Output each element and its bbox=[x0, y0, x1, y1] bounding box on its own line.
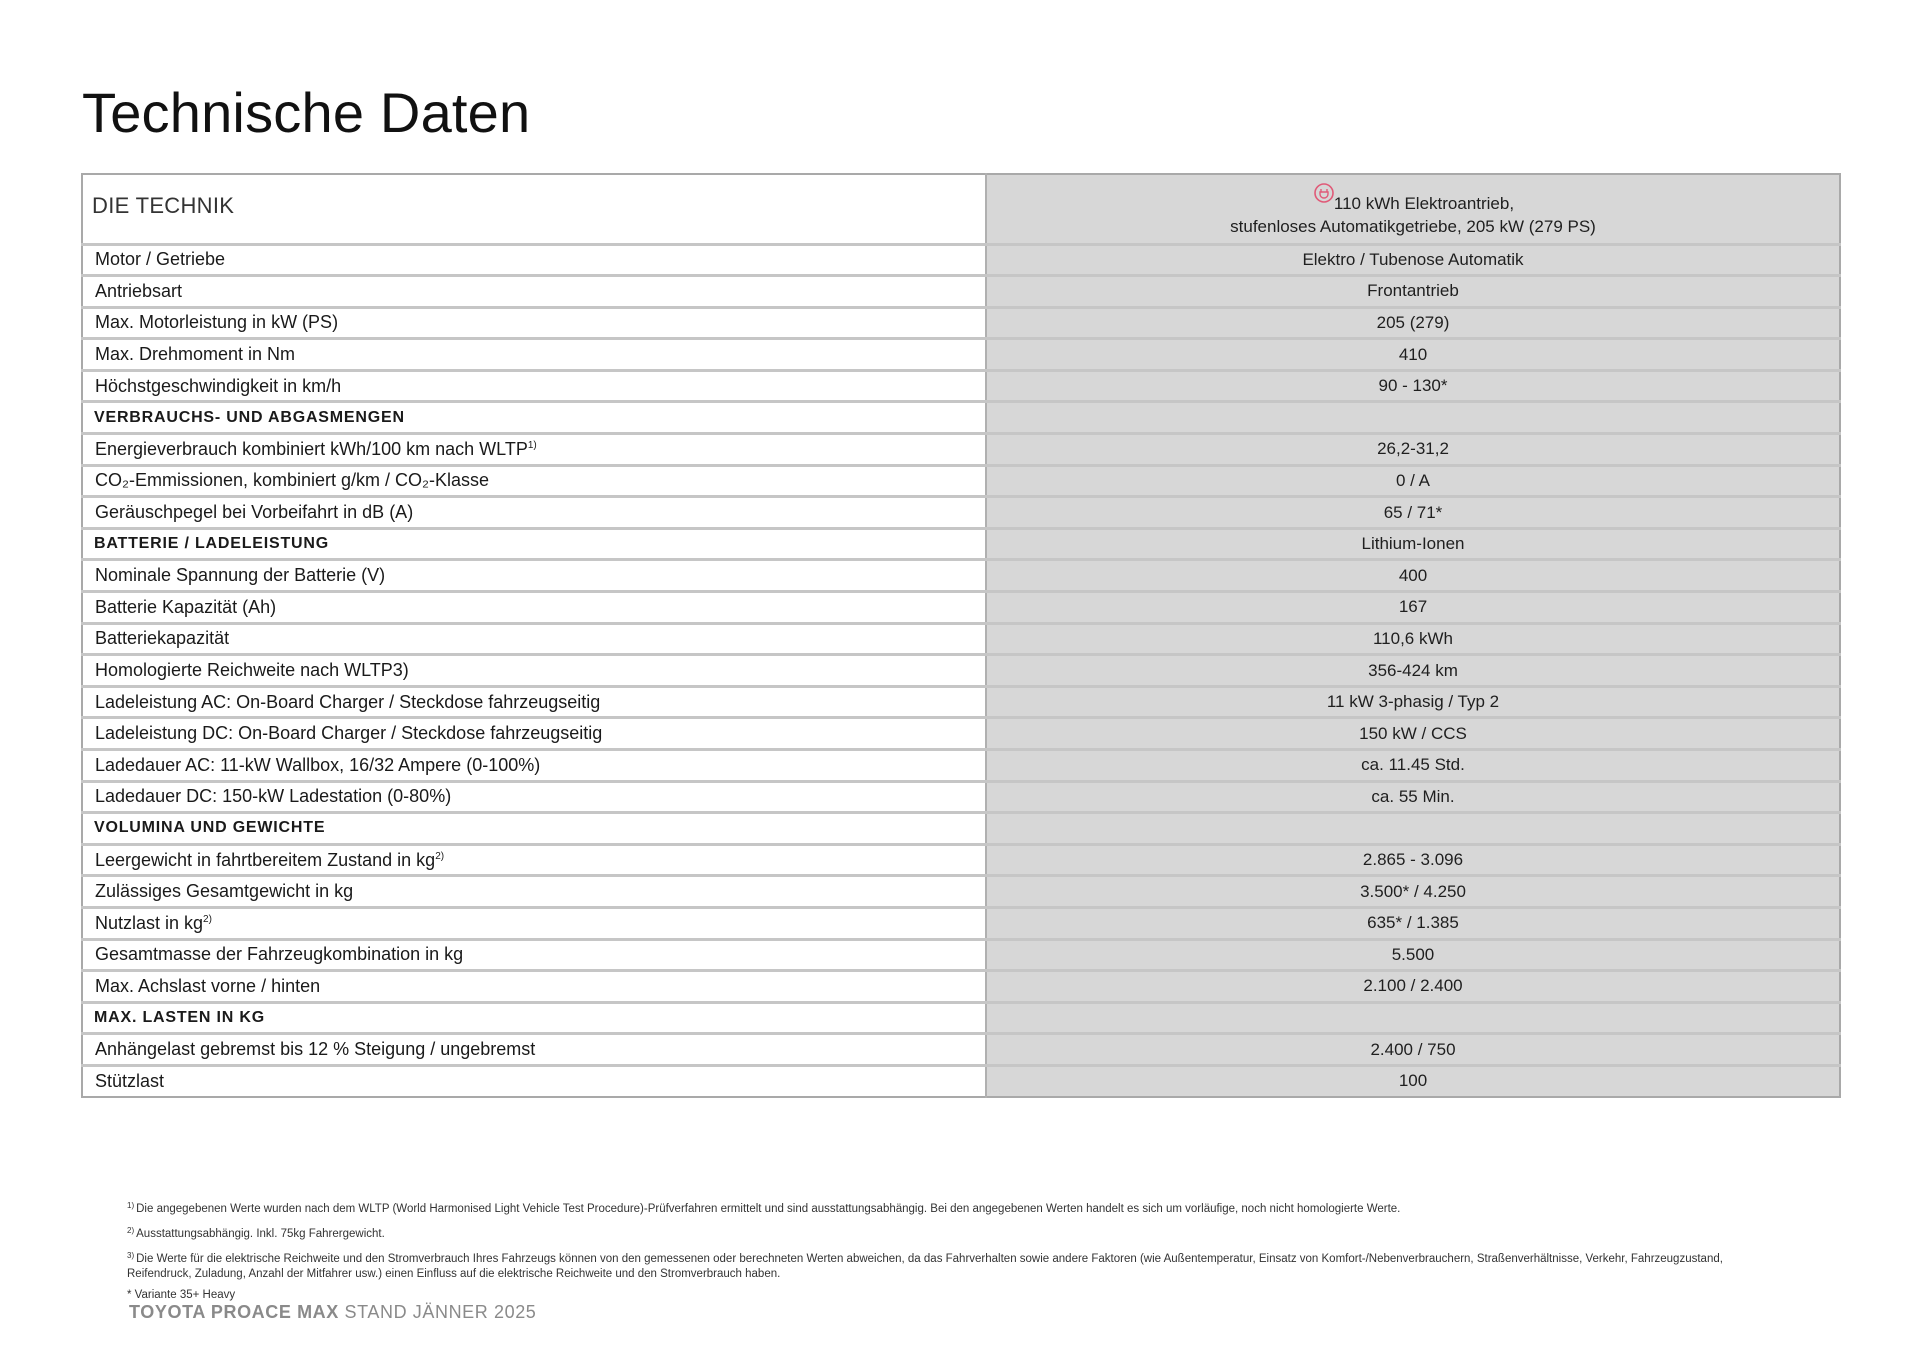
footnote-mark: 1) bbox=[127, 1201, 135, 1210]
row-value: 150 kW / CCS bbox=[986, 718, 1840, 750]
row-value: Elektro / Tubenose Automatik bbox=[986, 244, 1840, 276]
row-value: 2.100 / 2.400 bbox=[986, 971, 1840, 1003]
row-value: 205 (279) bbox=[986, 307, 1840, 339]
footnote bbox=[127, 1288, 1767, 1303]
footnote-ref: 2) bbox=[203, 913, 212, 925]
row-label-text: Ladedauer DC: 150-kW Ladestation (0-80%) bbox=[95, 786, 452, 807]
table-row bbox=[82, 686, 1840, 718]
row-label bbox=[82, 876, 986, 908]
row-label-text: Batterie Kapazität (Ah) bbox=[95, 596, 277, 617]
table-row bbox=[82, 497, 1840, 529]
table-row bbox=[82, 560, 1840, 592]
footnote-ref: 1) bbox=[527, 439, 537, 451]
footnote-text: Die Werte für die elektrische Reichweite und den Stromverbrauch Ihres Fahrzeugs können von den gemessenen oder berechneten Werten abweichen, da das Fahrverhalten sowie andere Faktoren (wie Außentemperatur, Einsatz von Komfort-/Nebenverbrauchern, Straßenverhältnisse, Verkehr, Fahrzeugzustand, Reifendruck, Zuladung, Anzahl der Mitfahrer usw.) einen Einfluss auf die elektrische Reichweite und den Stromverbrauch haben. bbox=[127, 1253, 1723, 1280]
table-row bbox=[82, 876, 1840, 908]
section-row bbox=[82, 528, 1840, 560]
table-row bbox=[82, 623, 1840, 655]
row-label bbox=[82, 592, 986, 624]
row-label-text: Stützlast bbox=[95, 1070, 165, 1091]
row-label-text: VERBRAUCHS- UND ABGASMENGEN bbox=[94, 408, 405, 426]
row-label-text: Leergewicht in fahrtbereitem Zustand in kg bbox=[95, 849, 436, 870]
footnotes bbox=[127, 1198, 1767, 1309]
table-row bbox=[82, 276, 1840, 308]
row-label-text: Zulässiges Gesamtgewicht in kg bbox=[95, 881, 354, 902]
row-value: 65 / 71* bbox=[986, 497, 1840, 529]
row-value: 2.865 - 3.096 bbox=[986, 844, 1840, 876]
row-label bbox=[82, 339, 986, 371]
row-label-text: CO₂-Emmissionen, kombiniert g/km / CO₂-Klasse bbox=[95, 470, 490, 491]
footnote-mark: 3) bbox=[127, 1251, 135, 1260]
footnote-text: Die angegebenen Werte wurden nach dem WLTP (World Harmonised Light Vehicle Test Procedure)-Prüfverfahren ermittelt und sind ausstattungsabhängig. Bei den angegebenen Werten handelt es sich um vorläufige, noch nicht homologierte Werte. bbox=[136, 1203, 1401, 1215]
row-label-text: MAX. LASTEN IN KG bbox=[94, 1009, 265, 1027]
section-heading bbox=[82, 813, 986, 845]
table-row bbox=[82, 592, 1840, 624]
row-value: 5.500 bbox=[986, 939, 1840, 971]
row-value: ca. 55 Min. bbox=[986, 781, 1840, 813]
table-header-value-line1: 110 kWh Elektroantrieb, bbox=[1333, 194, 1515, 213]
section-heading bbox=[82, 402, 986, 434]
row-label-text: Ladeleistung AC: On-Board Charger / Steckdose fahrzeugseitig bbox=[95, 691, 601, 712]
footnote bbox=[127, 1223, 1767, 1242]
footnote-mark: 2) bbox=[127, 1226, 135, 1235]
row-value: 100 bbox=[986, 1065, 1840, 1097]
row-label bbox=[82, 718, 986, 750]
electric-plug-icon bbox=[1312, 181, 1336, 205]
spec-table bbox=[81, 173, 1841, 1098]
row-value: 2.400 / 750 bbox=[986, 1034, 1840, 1066]
footnote-text: * Variante 35+ Heavy bbox=[127, 1289, 236, 1301]
row-label-text: Homologierte Reichweite nach WLTP3) bbox=[95, 660, 409, 681]
table-row bbox=[82, 1034, 1840, 1066]
row-label bbox=[82, 307, 986, 339]
footnote-ref: 2) bbox=[435, 850, 445, 862]
row-label-text: Höchstgeschwindigkeit in km/h bbox=[95, 375, 342, 396]
row-label bbox=[82, 750, 986, 782]
row-label bbox=[82, 276, 986, 308]
row-value: 0 / A bbox=[986, 465, 1840, 497]
brand-name: TOYOTA PROACE MAX bbox=[129, 1302, 339, 1322]
section-row bbox=[82, 402, 1840, 434]
row-label bbox=[82, 434, 986, 466]
row-value: 410 bbox=[986, 339, 1840, 371]
row-label-text: Nominale Spannung der Batterie (V) bbox=[95, 565, 386, 586]
row-value: 26,2-31,2 bbox=[986, 434, 1840, 466]
table-row bbox=[82, 939, 1840, 971]
row-label-text: Max. Drehmoment in Nm bbox=[95, 344, 296, 365]
row-label bbox=[82, 623, 986, 655]
row-value: 167 bbox=[986, 592, 1840, 624]
row-label-text: Energieverbrauch kombiniert kWh/100 km nach WLTP bbox=[95, 438, 528, 459]
page-title: Technische Daten bbox=[82, 81, 531, 144]
row-label bbox=[82, 465, 986, 497]
row-value: 356-424 km bbox=[986, 655, 1840, 687]
row-label-text: Gesamtmasse der Fahrzeugkombination in kg bbox=[95, 944, 464, 965]
row-label-text: Max. Achslast vorne / hinten bbox=[95, 975, 321, 996]
table-row bbox=[82, 1065, 1840, 1097]
table-row bbox=[82, 750, 1840, 782]
row-label bbox=[82, 1065, 986, 1097]
footnote bbox=[127, 1198, 1767, 1217]
row-label bbox=[82, 560, 986, 592]
row-label bbox=[82, 907, 986, 939]
row-label-text: Ladedauer AC: 11-kW Wallbox, 16/32 Ampere (0-100%) bbox=[95, 754, 541, 775]
row-label bbox=[82, 686, 986, 718]
row-value: ca. 11.45 Std. bbox=[986, 750, 1840, 782]
table-row bbox=[82, 307, 1840, 339]
row-label-text: Anhängelast gebremst bis 12 % Steigung / ungebremst bbox=[95, 1039, 536, 1060]
row-label bbox=[82, 655, 986, 687]
row-label bbox=[82, 971, 986, 1003]
row-label-text: VOLUMINA UND GEWICHTE bbox=[94, 819, 326, 837]
row-value: Lithium-Ionen bbox=[986, 528, 1840, 560]
table-row bbox=[82, 465, 1840, 497]
row-label bbox=[82, 370, 986, 402]
table-row bbox=[82, 655, 1840, 687]
row-value: 110,6 kWh bbox=[986, 623, 1840, 655]
table-header-value-line2: stufenloses Automatikgetriebe, 205 kW (279 PS) bbox=[1230, 217, 1596, 236]
row-label-text: BATTERIE / LADELEISTUNG bbox=[94, 535, 329, 553]
row-label-text: Nutzlast in kg bbox=[95, 912, 204, 933]
table-header-value bbox=[986, 174, 1840, 244]
table-row bbox=[82, 718, 1840, 750]
table-row bbox=[82, 370, 1840, 402]
table-row bbox=[82, 434, 1840, 466]
brand-stand: STAND JÄNNER 2025 bbox=[344, 1302, 537, 1322]
row-value: 3.500* / 4.250 bbox=[986, 876, 1840, 908]
row-value bbox=[986, 1002, 1840, 1034]
section-row bbox=[82, 1002, 1840, 1034]
row-value bbox=[986, 813, 1840, 845]
row-label-text: Motor / Getriebe bbox=[95, 249, 226, 270]
table-row bbox=[82, 971, 1840, 1003]
section-heading bbox=[82, 528, 986, 560]
row-label-text: Ladeleistung DC: On-Board Charger / Steckdose fahrzeugseitig bbox=[95, 723, 603, 744]
row-value: 400 bbox=[986, 560, 1840, 592]
section-row bbox=[82, 813, 1840, 845]
row-value: 90 - 130* bbox=[986, 370, 1840, 402]
footnote-text: Ausstattungsabhängig. Inkl. 75kg Fahrergewicht. bbox=[136, 1228, 385, 1240]
row-label bbox=[82, 497, 986, 529]
table-row bbox=[82, 781, 1840, 813]
row-label bbox=[82, 844, 986, 876]
row-label bbox=[82, 244, 986, 276]
row-value: Frontantrieb bbox=[986, 276, 1840, 308]
table-row bbox=[82, 339, 1840, 371]
table-header-row bbox=[82, 174, 1840, 244]
table-row bbox=[82, 844, 1840, 876]
table-header-label: DIE TECHNIK bbox=[82, 174, 986, 244]
row-label-text: Max. Motorleistung in kW (PS) bbox=[95, 312, 339, 333]
section-heading bbox=[82, 1002, 986, 1034]
row-value: 11 kW 3-phasig / Typ 2 bbox=[986, 686, 1840, 718]
row-label bbox=[82, 781, 986, 813]
table-row bbox=[82, 244, 1840, 276]
table-row bbox=[82, 907, 1840, 939]
row-label bbox=[82, 1034, 986, 1066]
brand-footer bbox=[129, 1302, 536, 1323]
footnote bbox=[127, 1248, 1767, 1282]
row-value bbox=[986, 402, 1840, 434]
row-value: 635* / 1.385 bbox=[986, 907, 1840, 939]
row-label-text: Antriebsart bbox=[95, 280, 183, 301]
row-label bbox=[82, 939, 986, 971]
row-label-text: Batteriekapazität bbox=[95, 628, 230, 649]
row-label-text: Geräuschpegel bei Vorbeifahrt in dB (A) bbox=[95, 502, 414, 523]
